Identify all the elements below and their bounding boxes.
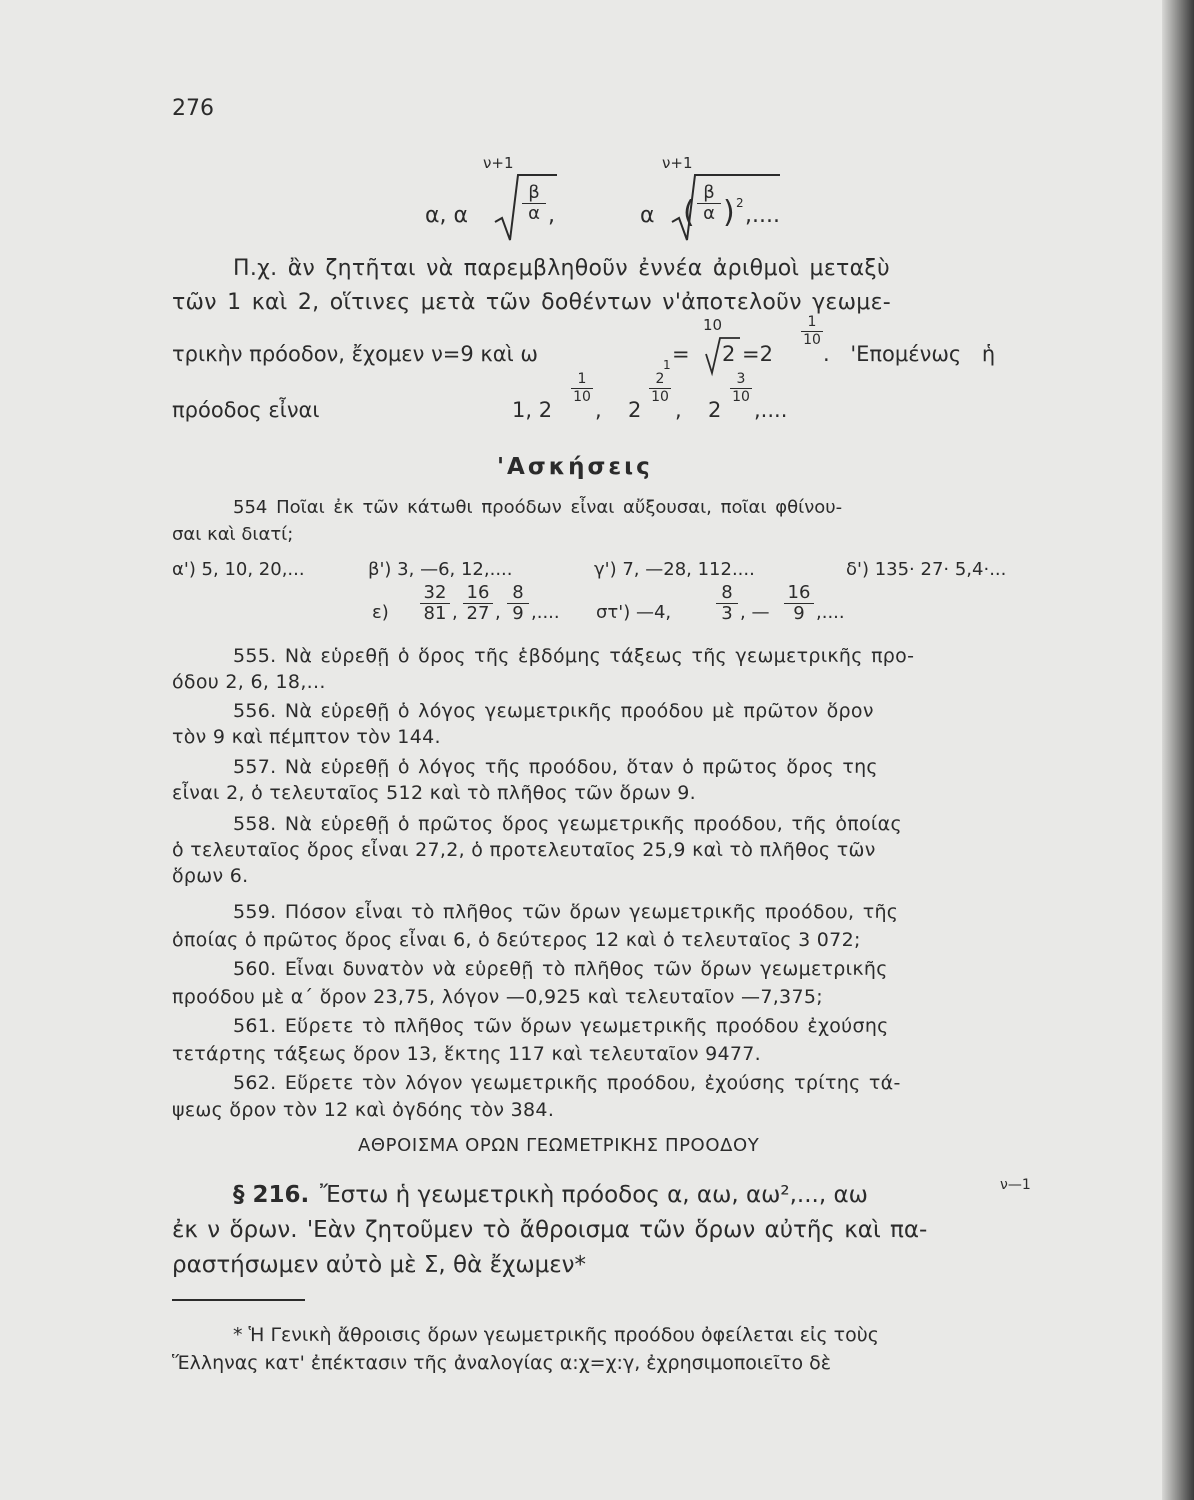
root10-radicand: 2 <box>722 342 736 366</box>
exercise-line: όδου 2, 6, 18,... <box>172 671 326 693</box>
exercise-line: ὅρων 6. <box>172 865 249 887</box>
paren-left: ( <box>683 195 695 230</box>
ex554-line-2: σαι καὶ διατί; <box>172 524 294 545</box>
footnote-line-2: Ἕλληνας κατ' ἐπέκτασιν τῆς ἀναλογίας α:χ=χ:γ, ἐχρησιμοποιεῖτο δὲ <box>172 1352 832 1374</box>
ex554-a: α') 5, 10, 20,... <box>172 559 305 580</box>
frac-num: 8 <box>716 583 738 604</box>
exp-frac-3 <box>730 371 752 406</box>
example-line-1: Π.χ. ἂν ζητῆται νὰ παρεμβληθοῦν ἐννέα ἀριθμοὶ μεταξὺ <box>233 256 890 281</box>
ex554-line-1: 554 Ποῖαι ἐκ τῶν κάτωθι προόδων εἶναι αὔξουσαι, ποῖαι φθίνου- <box>233 497 843 518</box>
formula-alpha-2: α <box>640 203 655 228</box>
frac-den: 10 <box>803 332 821 348</box>
frac-den: α <box>703 203 715 224</box>
exp-frac-1 <box>571 371 593 406</box>
ex554-e-frac-1 <box>420 583 450 624</box>
frac-den: 9 <box>512 603 524 624</box>
sep-comma-2: , <box>675 398 682 422</box>
equals-2: =2 <box>742 342 773 366</box>
exercise-line: 557. Νὰ εὑρεθῇ ὁ λόγος τῆς προόδου, ὅταν ὁ πρῶτος ὅρος της <box>233 756 878 778</box>
formula-term-alpha: α, α <box>425 203 468 228</box>
frac-den: 81 <box>423 603 447 624</box>
square-exponent: 2 <box>736 196 744 210</box>
exp-frac-2 <box>649 371 671 406</box>
base-2-a: 2 <box>628 398 642 422</box>
section-heading: ΑΘΡΟΙΣΜΑ ΟΡΩΝ ΓΕΩΜΕΤΡΙΚΗΣ ΠΡΟΟΔΟΥ <box>358 1135 760 1156</box>
frac-num: 32 <box>420 583 450 604</box>
exercise-line: ὁ τελευταῖος ὅρος εἶναι 27,2, ὁ προτελευταῖος 25,9 καὶ τὸ πλῆθος τῶν <box>172 839 876 861</box>
exercise-line: τετάρτης τάξεως ὅρον 13, ἕκτης 117 καὶ τελευταῖον 9477. <box>172 1043 761 1065</box>
exercise-line: 556. Νὰ εὑρεθῇ ὁ λόγος γεωμετρικῆς προόδου μὲ πρῶτον ὅρον <box>233 700 874 722</box>
paren-right: ) <box>723 195 735 230</box>
section-label: § 216. <box>233 1182 310 1208</box>
formula-tail: ,.... <box>745 203 780 228</box>
frac-num: 8 <box>507 583 529 604</box>
frac-num: 3 <box>730 371 752 389</box>
exercise-line: εἶναι 2, ὁ τελευταῖος 512 καὶ τὸ πλῆθος τῶν ὅρων 9. <box>172 782 697 804</box>
ex554-st-frac-2 <box>784 583 814 624</box>
sep-comma-1: , <box>595 398 602 422</box>
exp-frac-1-10 <box>801 314 823 349</box>
ex554-st-label: στ') —4, <box>596 602 672 623</box>
exercise-line: τὸν 9 καὶ πέμπτον τὸν 144. <box>172 726 441 748</box>
frac-den: 3 <box>721 603 733 624</box>
frac-den: 9 <box>793 603 805 624</box>
page-number: 276 <box>172 96 214 121</box>
formula-comma: , <box>548 203 555 228</box>
footnote-line-1: * Ἡ Γενικὴ ἄθροισις ὅρων γεωμετρικῆς προόδου ὀφείλεται εἰς τοὺς <box>233 1324 879 1346</box>
example-line-3a: τρικὴν πρόοδον, ἔχομεν ν=9 καὶ ω <box>172 342 539 366</box>
ex554-e-tail: ,.... <box>531 602 560 623</box>
section-line-1: Ἔστω ἡ γεωμετρικὴ πρόοδος α, αω, αω²,..., αω <box>320 1182 868 1208</box>
frac-num: 16 <box>463 583 493 604</box>
root10-index: 10 <box>703 316 723 334</box>
frac-num: 1 <box>801 314 823 332</box>
ex554-e-frac-2 <box>463 583 493 624</box>
sep-comma-e2: , <box>495 602 501 623</box>
exercise-line: 558. Νὰ εὑρεθῇ ὁ πρῶτος ὅρος γεωμετρικῆς προόδου, τῆς ὁποίας <box>233 813 902 835</box>
exercise-line: ψεως ὅρον τὸν 12 καὶ ὀγδόης τὸν 384. <box>172 1099 555 1121</box>
ex554-st-frac-1 <box>716 583 738 624</box>
footnote-rule <box>172 1299 305 1301</box>
ex554-st-tail: ,.... <box>816 602 845 623</box>
section-exponent: ν—1 <box>1000 1177 1031 1193</box>
omega-subscript: 1 <box>663 358 671 372</box>
frac-den: α <box>528 203 540 224</box>
section-line-3: ραστήσωμεν αὐτὸ μὲ Σ, θὰ ἔχωμεν* <box>172 1252 586 1278</box>
exercises-title: 'Ασκήσεις <box>497 454 653 480</box>
frac-num: 1 <box>571 371 593 389</box>
exercise-line: 559. Πόσον εἶναι τὸ πλῆθος τῶν ὅρων γεωμετρικῆς προόδου, τῆς <box>233 901 899 923</box>
ex554-st-mid: , — <box>740 602 770 623</box>
sep-comma-e1: , <box>452 602 458 623</box>
ex554-c: γ') 7, —28, 112.... <box>594 559 755 580</box>
frac-den: 27 <box>466 603 490 624</box>
example-line-4b: 1, 2 <box>512 398 553 422</box>
exercise-line: 561. Εὕρετε τὸ πλῆθος τῶν ὅρων γεωμετρικῆς προόδου ἐχούσης <box>233 1015 889 1037</box>
equals-1: = <box>672 342 690 366</box>
example-line-2: τῶν 1 καὶ 2, οἵτινες μετὰ τῶν δοθέντων ν'ἀποτελοῦν γεωμε- <box>172 290 892 315</box>
ex554-e-label: ε) <box>372 602 389 623</box>
radical-2 <box>672 175 780 240</box>
ex554-d: δ') 135· 27· 5,4·... <box>846 559 1007 580</box>
ex554-b: β') 3, —6, 12,.... <box>368 559 513 580</box>
exercise-line: 562. Εὕρετε τὸν λόγον γεωμετρικῆς προόδου, ἐχούσης τρίτης τά- <box>233 1072 901 1094</box>
frac-num: β <box>697 183 721 204</box>
root-index-1: ν+1 <box>483 154 514 172</box>
root-index-2: ν+1 <box>662 154 693 172</box>
frac-num: β <box>522 183 546 204</box>
ex554-e-frac-3 <box>507 583 529 624</box>
sequence-tail: ,.... <box>754 398 788 422</box>
example-line-4a: πρόοδος εἶναι <box>172 398 320 422</box>
frac-den: 10 <box>573 389 591 405</box>
frac-den: 10 <box>651 389 669 405</box>
example-line-3d: . 'Επομένως ἡ <box>823 342 996 366</box>
exercise-line: ὁποίας ὁ πρῶτος ὅρος εἶναι 6, ὁ δεύτερος 12 καὶ ὁ τελευταῖος 3 072; <box>172 929 861 951</box>
frac-den: 10 <box>732 389 750 405</box>
radical-1 <box>495 175 557 240</box>
base-2-b: 2 <box>708 398 722 422</box>
section-line-2: ἐκ ν ὅρων. 'Εὰν ζητοῦμεν τὸ ἄθροισμα τῶν ὅρων αὐτῆς καὶ πα- <box>172 1217 928 1243</box>
exercise-line: 560. Εἶναι δυνατὸν νὰ εὑρεθῇ τὸ πλῆθος τῶν ὅρων γεωμετρικῆς <box>233 958 888 980</box>
exercise-line: προόδου μὲ α΄ ὅρον 23,75, λόγον —0,925 καὶ τελευταῖον —7,375; <box>172 986 823 1008</box>
frac-num: 16 <box>784 583 814 604</box>
exercise-line: 555. Νὰ εὑρεθῇ ὁ ὅρος τῆς ἑβδόμης τάξεως τῆς γεωμετρικῆς προ- <box>233 645 915 667</box>
frac-num: 2 <box>649 371 671 389</box>
